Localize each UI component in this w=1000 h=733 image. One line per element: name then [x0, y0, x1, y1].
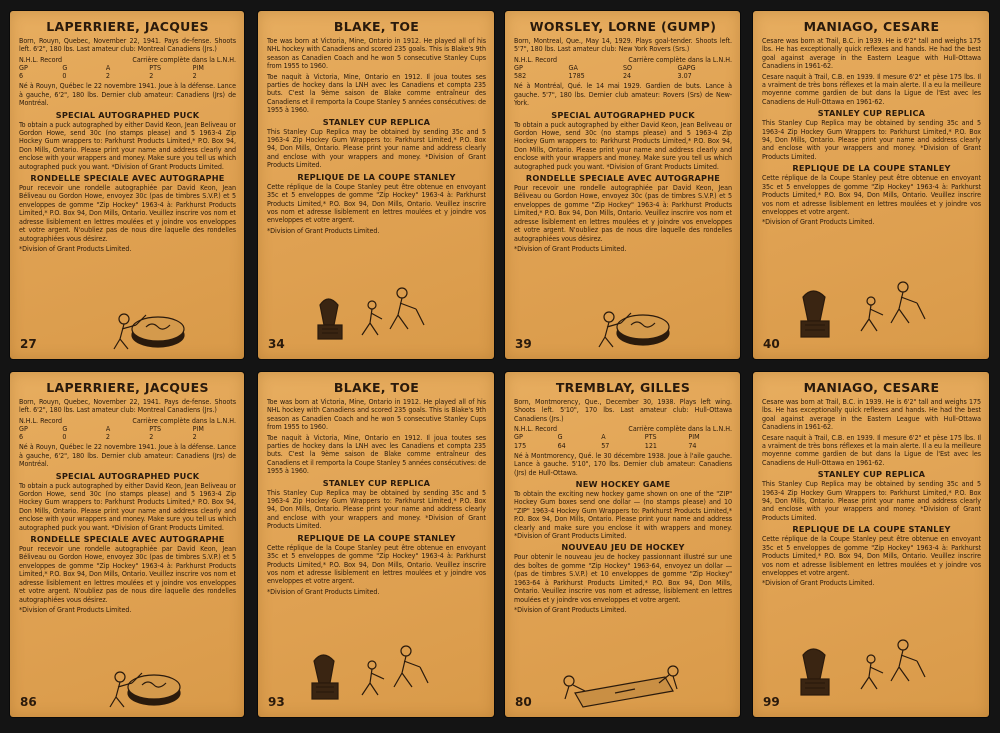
stats-val: 24 — [623, 71, 632, 81]
card-number: 34 — [268, 337, 285, 351]
player-bio-fr: Toe naquit à Victoria, Mine, Ontario en 1912. Il joua toutes ses parties de hockey dans la LNH avec les Canadiens et compta 235 buts. C'est la 9ème saison de Blake comme entraîneur des Canadiens et il remporta la Coupe Stanley 5 années consécutives: de 1955 à 1960. — [267, 71, 486, 115]
offer-heading-fr: NOUVEAU JEU DE HOCKEY — [561, 542, 685, 553]
stats-col: SO — [623, 63, 633, 73]
offer-heading-fr: REPLIQUE DE LA COUPE STANLEY — [792, 524, 951, 535]
stanley-cup-illustration — [793, 279, 933, 345]
player-name: TREMBLAY, GILLES — [555, 380, 691, 395]
stats-val: 2 — [105, 71, 110, 81]
player-name: LAPERRIERE, JACQUES — [46, 380, 209, 395]
offer-heading: SPECIAL AUTOGRAPHED PUCK — [55, 109, 200, 120]
offer-heading: STANLEY CUP REPLICA — [322, 477, 431, 488]
player-name: MANIAGO, CESARE — [803, 380, 940, 395]
card-number: 80 — [515, 695, 532, 709]
division-note: *Division of Grant Products Limited. — [514, 604, 627, 614]
player-bio-fr: Né à Rouyn, Québec le 22 novembre 1941. Joue à la défense. Lance à gauche, 6'2", 180 lbs. Dernier club amateur: Canadiens (Jrs) de Montréal. — [19, 81, 236, 108]
stanley-cup-illustration — [306, 643, 436, 707]
stanley-cup-illustration — [793, 637, 933, 703]
offer-heading-fr: REPLIQUE DE LA COUPE STANLEY — [297, 171, 456, 182]
stats-val: 6 — [19, 432, 24, 442]
trading-card-back — [10, 372, 244, 717]
stats-label-en: N.H.L. Record — [514, 424, 558, 434]
puck-illustration — [591, 303, 677, 353]
stats-val: 0 — [62, 71, 67, 81]
division-note: *Division of Grant Products Limited. — [19, 243, 132, 253]
stats-val: 6 — [19, 71, 24, 81]
stats-block — [19, 56, 236, 81]
player-name: WORSLEY, LORNE (GUMP) — [529, 19, 717, 34]
stats-val: 2 — [149, 71, 154, 81]
offer-text: This Stanley Cup Replica may be obtained by sending 35c and 5 1963-4 Zip Hockey Gum Wrappers to: Parkhurst Limited,* P.O. Box 94, Don Mills, Ontario. Please print your name and address clearly and enclose with your wrappers and money. *Division of Grant Products Limited. — [267, 126, 486, 170]
stats-col: GA — [568, 63, 578, 73]
player-bio: Toe was born at Victoria, Mine, Ontario in 1912. He played all of his NHL hockey with Canadiens and scored 235 goals. This is Blake's 9th season as Canadien Coach and he won 5 consecutive Stanley Cups from 1955 to 1960. — [267, 397, 486, 432]
player-bio: Born, Montmorency, Que., December 30, 1938. Plays left wing. Shoots left. 5'10", 170 lbs. Last amateur club: Hull-Ottawa Canadiens (Jrs.) — [514, 397, 732, 423]
player-bio-fr: Né à Montréal, Qué. le 14 mai 1929. Gardien de buts. Lance à gauche. 5'7", 180 lbs. Dernier club amateur: Rovers (Srs) de New-York. — [514, 81, 732, 108]
player-name: MANIAGO, CESARE — [803, 19, 940, 34]
offer-heading-fr: RONDELLE SPECIALE AVEC AUTOGRAPHE — [30, 173, 225, 184]
offer-text-fr: Cette réplique de la Coupe Stanley peut être obtenue en envoyant 35c et 5 enveloppes de gomme "Zip Hockey" 1963-4 à: Parkhurst Products Limited,* P.O. Box 94, Don Mills, Ontario. Veuillez inscrire vos nom et adresse lisiblement en lettres moulées et y joindre vos enveloppes et votre argent. — [267, 181, 486, 225]
offer-text: To obtain a puck autographed by either David Keon, Jean Beliveau or Gordon Howe, send 30c (no stamps please) and 5 1963-4 Zip Hockey Gum wrappers to: Parkhurst Products Limited,* P.O. Box 94, Don Mills, Ontario. Please print your name and address clearly and enclose with your wrappers and money. Make sure you tell us which autographed puck you want. *Division of Grant Products Limited. — [514, 119, 732, 171]
stats-label-en: N.H.L. Record — [19, 54, 63, 64]
trading-card-back — [505, 372, 740, 717]
stats-val: 2 — [149, 432, 154, 442]
offer-text: This Stanley Cup Replica may be obtained by sending 35c and 5 1963-4 Zip Hockey Gum Wrappers to: Parkhurst Limited,* P.O. Box 94, Don Mills, Ontario. Please print your name and address clearly and enclose with your wrappers and money. *Division of Grant Products Limited. — [762, 479, 981, 522]
stats-val: 2 — [192, 432, 197, 442]
stats-block — [514, 425, 732, 450]
offer-text-fr: Pour recevoir une rondelle autographiée par David Keon, Jean Béliveau ou Gordon Howe, envoyez 30c (pas de timbres S.V.P.) et 5 enveloppes de gomme "Zip Hockey" 1963-4 à: Parkhurst Products Limited,* P.O. Box 94, Don Mills, Ontario. Veuillez inscrire vos nom et adresse lisiblement en lettres moulées et y joindre vos enveloppes et votre argent. N'oubliez pas de nous dire laquelle des rondelles autographiées vous désirez. — [19, 183, 236, 243]
trading-card-back — [258, 372, 494, 717]
offer-text-fr: Cette réplique de la Coupe Stanley peut être obtenue en envoyant 35c et 5 enveloppes de gomme "Zip Hockey" 1963-4 à: Parkhurst Products Limited,* P.O. Box 94, Don Mills, Ontario. Veuillez inscrire vos nom et adresse lisiblement en lettres moulées et y joindre vos enveloppes et votre argent. — [762, 534, 981, 577]
stats-col: A — [105, 424, 111, 434]
hockey-game-illustration — [555, 663, 685, 713]
player-bio: Cesare was born at Trail, B.C. in 1939. He is 6'2" tall and weighs 175 lbs. He has exceptionally quick reflexes and hands. He had the best goal against average in the Eastern League with Hull-Ottawa Canadiens in 1961-62. — [762, 397, 981, 432]
card-number: 27 — [20, 337, 37, 351]
offer-text: To obtain the exciting new hockey game shown on one of the "ZIP" Hockey Gum boxes send one dollar — (no stamps please) and 10 "ZIP" 1963-4 Hockey Gum Wrappers to: Parkhurst Products Limited,* P.O. Box 94, Don Mills, Ontario. Please print your name and address clearly and make sure you enclose it with wrappers and money. *Division of Grant Products Limited. — [514, 489, 732, 541]
card-number: 86 — [20, 695, 37, 709]
stats-col: G — [557, 432, 563, 442]
player-bio-fr: Cesare naquit à Trail, C.B. en 1939. Il mesure 6'2" et pèse 175 lbs. Il a vraiment de très bons réflexes et la main alerte. Il a eu la meilleure moyenne comme gardien de but dans la Ligue de l'Est avec les Canadiens de Hull-Ottawa en 1961-62. — [762, 71, 981, 106]
division-note: *Division of Grant Products Limited. — [267, 225, 380, 235]
offer-heading: NEW HOCKEY GAME — [575, 479, 671, 490]
offer-heading: STANLEY CUP REPLICA — [817, 469, 926, 480]
stats-col: PIM — [192, 63, 204, 73]
puck-illustration — [102, 663, 188, 713]
stats-val: 74 — [688, 440, 697, 450]
player-bio: Born, Montreal, Que., May 14, 1929. Plays goal-tender. Shoots left. 5'7", 180 lbs. Last amateur club: New York Rovers (Srs.) — [514, 36, 732, 54]
stats-label-fr: Carrière complète dans la L.N.H. — [132, 415, 236, 425]
stanley-cup-illustration — [312, 285, 432, 347]
card-number: 40 — [763, 337, 780, 351]
player-name: BLAKE, TOE — [333, 380, 420, 395]
stats-val: 121 — [644, 440, 657, 450]
stats-val: 2 — [192, 71, 197, 81]
offer-text-fr: Cette réplique de la Coupe Stanley peut être obtenue en envoyant 35c et 5 enveloppes de gomme "Zip Hockey" 1963-4 à: Parkhurst Products Limited,* P.O. Box 94, Don Mills, Ontario. Veuillez inscrire vos nom et adresse lisiblement en lettres moulées et y joindre vos enveloppes et votre argent. — [762, 173, 981, 216]
trading-card-back — [505, 11, 740, 359]
player-bio-fr: Né à Rouyn, Québec le 22 novembre 1941. Joue à la défense. Lance à gauche, 6'2", 180 lbs. Dernier club amateur: Canadiens (Jrs) de Montréal. — [19, 442, 236, 469]
offer-text-fr: Pour recevoir une rondelle autographiée par David Keon, Jean Béliveau ou Gordon Howe, envoyez 30c (pas de timbres S.V.P.) et 5 enveloppes de gomme "Zip Hockey" 1963-4 à: Parkhurst Products Limited,* P.O. Box 94, Don Mills, Ontario. Veuillez inscrire vos nom et adresse lisiblement en lettres moulées et y joindre vos enveloppes et votre argent. N'oubliez pas de nous dire laquelle des rondelles autographiées vous désirez. — [19, 544, 236, 604]
stats-val: 57 — [601, 440, 610, 450]
division-note: *Division of Grant Products Limited. — [267, 586, 380, 596]
offer-text: This Stanley Cup Replica may be obtained by sending 35c and 5 1963-4 Zip Hockey Gum Wrappers to: Parkhurst Limited,* P.O. Box 94, Don Mills, Ontario. Please print your name and address clearly and enclose with your wrappers and money. *Division of Grant Products Limited. — [762, 118, 981, 161]
card-number: 39 — [515, 337, 532, 351]
stats-col: PIM — [688, 432, 700, 442]
stats-col: A — [105, 63, 111, 73]
division-note: *Division of Grant Products Limited. — [762, 578, 875, 588]
stats-col: PIM — [192, 424, 204, 434]
puck-illustration — [106, 305, 192, 355]
player-bio: Cesare was born at Trail, B.C. in 1939. He is 6'2" tall and weighs 175 lbs. He has exceptionally quick reflexes and hands. He had the best goal against average in the Eastern League with Hull-Ottawa Canadiens in 1961-62. — [762, 36, 981, 71]
offer-text: To obtain a puck autographed by either David Keon, Jean Beliveau or Gordon Howe, send 30c (no stamps please) and 5 1963-4 Zip Hockey Gum wrappers to: Parkhurst Products Limited,* P.O. Box 94, Don Mills, Ontario. Please print your name and address clearly and enclose with your wrappers and money. Make sure you tell us which autographed puck you want. *Division of Grant Products Limited. — [19, 119, 236, 171]
offer-text: To obtain a puck autographed by either David Keon, Jean Beliveau or Gordon Howe, send 30c (no stamps please) and 5 1963-4 Zip Hockey Gum wrappers to: Parkhurst Products Limited,* P.O. Box 94, Don Mills, Ontario. Please print your name and address clearly and enclose with your wrappers and money. Make sure you tell us which autographed puck you want. *Division of Grant Products Limited. — [19, 480, 236, 532]
stats-val: 3.07 — [677, 71, 692, 81]
offer-text: This Stanley Cup Replica may be obtained by sending 35c and 5 1963-4 Zip Hockey Gum Wrappers to: Parkhurst Limited,* P.O. Box 94, Don Mills, Ontario. Please print your name and address clearly and enclose with your wrappers and money. *Division of Grant Products Limited. — [267, 487, 486, 531]
player-bio: Born, Rouyn, Quebec, November 22, 1941. Pays de-fense. Shoots left. 6'2", 180 lbs. Last amateur club: Montreal Canadiens (Jrs.) — [19, 397, 236, 415]
stats-val: 0 — [62, 432, 67, 442]
stats-label-en: N.H.L. Record — [514, 54, 558, 64]
stats-col: GP — [514, 63, 523, 73]
stats-val: 1785 — [568, 71, 585, 81]
player-bio-fr: Cesare naquit à Trail, C.B. en 1939. Il mesure 6'2" et pèse 175 lbs. Il a vraiment de très bons réflexes et la main alerte. Il a eu la meilleure moyenne comme gardien de but dans la Ligue de l'Est avec les Canadiens de Hull-Ottawa en 1961-62. — [762, 432, 981, 467]
player-name: BLAKE, TOE — [333, 19, 420, 34]
trading-card-back — [753, 11, 989, 359]
stats-col: G — [62, 424, 68, 434]
offer-heading-fr: REPLIQUE DE LA COUPE STANLEY — [792, 163, 951, 174]
stats-label-fr: Carrière complète dans la L.N.H. — [628, 424, 732, 434]
offer-heading-fr: REPLIQUE DE LA COUPE STANLEY — [297, 532, 456, 543]
offer-heading: SPECIAL AUTOGRAPHED PUCK — [55, 470, 200, 481]
offer-heading: SPECIAL AUTOGRAPHED PUCK — [551, 109, 695, 120]
stats-val: 582 — [514, 71, 527, 81]
player-bio-fr: Né à Montmorency, Qué. le 30 décembre 1938. Joue à l'aile gauche. Lance à gauche. 5'10", 170 lbs. Dernier club amateur: Canadiens (Jrs) de Hull-Ottawa. — [514, 450, 732, 477]
division-note: *Division of Grant Products Limited. — [514, 243, 627, 253]
stats-label-en: N.H.L. Record — [19, 415, 63, 425]
player-name: LAPERRIERE, JACQUES — [46, 19, 209, 34]
stats-val: 64 — [557, 440, 566, 450]
card-number: 99 — [763, 695, 780, 709]
stats-val: 175 — [514, 440, 527, 450]
stats-col: GP — [19, 63, 28, 73]
offer-heading: STANLEY CUP REPLICA — [322, 116, 431, 127]
division-note: *Division of Grant Products Limited. — [762, 217, 875, 227]
player-bio: Born, Rouyn, Quebec, November 22, 1941. Pays de-fense. Shoots left. 6'2", 180 lbs. Last amateur club: Montreal Canadiens (Jrs.) — [19, 36, 236, 54]
player-bio: Toe was born at Victoria, Mine, Ontario in 1912. He played all of his NHL hockey with Canadiens and scored 235 goals. This is Blake's 9th season as Canadien Coach and he won 5 consecutive Stanley Cups from 1955 to 1960. — [267, 36, 486, 71]
stats-col: PTS — [644, 432, 657, 442]
stats-col: A — [601, 432, 606, 442]
stats-block — [19, 417, 236, 442]
offer-heading: STANLEY CUP REPLICA — [817, 108, 926, 119]
stats-label-fr: Carrière complète dans la L.N.H. — [628, 54, 732, 64]
offer-text-fr: Cette réplique de la Coupe Stanley peut être obtenue en envoyant 35c et 5 enveloppes de gomme "Zip Hockey" 1963-4 à: Parkhurst Products Limited,* P.O. Box 94, Don Mills, Ontario. Veuillez inscrire vos nom et adresse lisiblement en lettres moulées et y joindre vos enveloppes et votre argent. — [267, 542, 486, 586]
stats-col: GP — [19, 424, 28, 434]
stats-val: 2 — [105, 432, 110, 442]
trading-card-back — [753, 372, 989, 717]
offer-heading-fr: RONDELLE SPECIALE AVEC AUTOGRAPHE — [30, 534, 225, 545]
offer-text-fr: Pour recevoir une rondelle autographiée par David Keon, Jean Béliveau ou Gordon Howe, envoyez 30c (pas de timbres S.V.P.) et 5 enveloppes de gomme "Zip Hockey" 1963-4 à: Parkhurst Products Limited,* P.O. Box 94, Don Mills, Ontario. Veuillez inscrire vos nom et adresse lisiblement en lettres moulées et y joindre vos enveloppes et votre argent. N'oubliez pas de nous dire laquelle des rondelles autographiées vous désirez. — [514, 183, 732, 243]
stats-col: GP — [514, 432, 523, 442]
player-bio-fr: Toe naquit à Victoria, Mine, Ontario en 1912. Il joua toutes ses parties de hockey dans la LNH avec les Canadiens et compta 235 buts. C'est la 9ème saison de Blake comme entraîneur des Canadiens et il remporta la Coupe Stanley 5 années consécutives: de 1955 à 1960. — [267, 432, 486, 476]
stats-label-fr: Carrière complète dans la L.N.H. — [132, 54, 236, 64]
stats-block — [514, 56, 732, 81]
card-number: 93 — [268, 695, 285, 709]
trading-card-back — [10, 11, 244, 359]
stats-col: GAPG — [677, 63, 696, 73]
offer-heading-fr: RONDELLE SPECIALE AVEC AUTOGRAPHE — [525, 173, 721, 184]
offer-text-fr: Pour obtenir le nouveau jeu de hockey passionnant illustré sur une des boîtes de gomme "Zip Hockey" 1963-64, envoyez un dollar — (pas de timbres S.V.P.) et 10 enveloppes de gomme "Zip Hockey" 1963-64 à Parkhurst Products Limited,* P.O. Box 94, Don Mills, Ontario. Veuillez inscrire vos nom et adresse, lisiblement en lettres moulées et y joindre vos enveloppes et votre argent. — [514, 552, 732, 604]
stats-col: G — [62, 63, 68, 73]
stats-col: PTS — [149, 424, 162, 434]
stats-col: PTS — [149, 63, 162, 73]
trading-card-back — [258, 11, 494, 359]
division-note: *Division of Grant Products Limited. — [19, 604, 132, 614]
